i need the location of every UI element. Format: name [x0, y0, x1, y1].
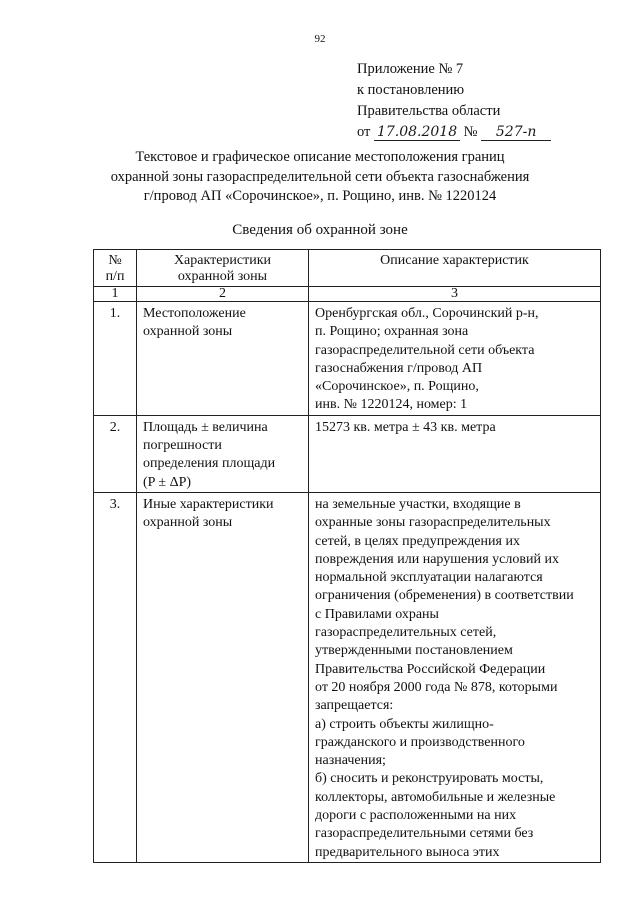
appendix-line-3: Правительства области: [357, 103, 501, 119]
characteristic-cell: [137, 415, 309, 492]
description-line: назначения;: [315, 753, 386, 769]
description-line: газоснабжения г/провод АП: [315, 360, 483, 376]
characteristic-line: погрешности: [143, 438, 222, 454]
description-line: нормальной эксплуатации налагаются: [315, 570, 543, 586]
handwritten-date: 17.08.2018: [374, 124, 460, 141]
description-line: охранные зоны газораспределительных: [315, 515, 551, 531]
handwritten-number: 527-п: [481, 124, 551, 141]
header-number-line-1: №: [108, 253, 122, 268]
number-prefix: №: [463, 124, 478, 140]
description-line: п. Рощино; охранная зона: [315, 324, 469, 340]
description-line: дороги с расположенными на них: [315, 808, 517, 824]
page-number: 92: [314, 33, 326, 45]
description-line: предварительного выноса этих: [315, 844, 500, 860]
characteristic-cell: [137, 492, 309, 862]
description-line: газораспределительных сетей,: [315, 625, 497, 641]
header-cell-number: [94, 250, 137, 287]
description-cell: [309, 302, 601, 416]
description-line: коллекторы, автомобильные и железные: [315, 789, 556, 805]
row-number-cell: 1.: [94, 302, 137, 416]
description-line: от 20 ноября 2000 года № 878, которыми: [315, 679, 558, 695]
characteristic-line: определения площади: [143, 456, 276, 472]
header-description-line-1: Описание характеристик: [380, 253, 529, 268]
description-line: запрещается:: [315, 698, 394, 714]
characteristic-line: Местоположение: [143, 306, 246, 321]
description-line: гражданского и производственного: [315, 734, 525, 750]
row-number-cell: 3.: [94, 492, 137, 862]
description-line: б) сносить и реконструировать мосты,: [315, 771, 544, 787]
characteristic-line: Площадь ± величина: [143, 419, 268, 435]
description-line: «Сорочинское», п. Рощино,: [315, 379, 479, 395]
appendix-block: [357, 59, 551, 143]
characteristic-line: (P ± ΔP): [143, 474, 192, 490]
appendix-line-1: Приложение № 7: [357, 61, 464, 77]
title-line-2: охранной зоны газораспределительной сети объекта газоснабжения: [110, 168, 530, 185]
row-number-cell: 2.: [94, 415, 137, 492]
description-line: инв. № 1220124, номер: 1: [315, 397, 468, 413]
description-line: ограничения (обременения) в соответствии: [315, 588, 574, 604]
description-line: газораспределительной сети объекта: [315, 342, 535, 358]
header-characteristic-line-2: охранной зоны: [177, 269, 268, 284]
appendix-date-line: [357, 122, 551, 143]
column-number-cell: 3: [309, 287, 601, 302]
characteristic-line: охранной зоны: [143, 515, 233, 531]
column-number-cell: 2: [137, 287, 309, 302]
title-line-1: Текстовое и графическое описание местоположения границ: [135, 149, 505, 165]
description-line: утвержденными постановлением: [315, 643, 513, 659]
table-row: [94, 492, 601, 862]
date-prefix: от: [357, 124, 371, 140]
description-line: газораспределительными сетями без: [315, 826, 534, 842]
description-line: сетей, в целях предупреждения их: [315, 533, 520, 549]
section-title: Сведения об охранной зоне: [232, 222, 408, 238]
column-number-row: [94, 287, 601, 302]
header-characteristic-line-1: Характеристики: [173, 253, 272, 268]
characteristic-cell: [137, 302, 309, 416]
table-header-row: [94, 250, 601, 287]
title-line-3: г/провод АП «Сорочинское», п. Рощино, инв. № 1220124: [143, 188, 497, 204]
description-cell: [309, 415, 601, 492]
appendix-line-2: к постановлению: [357, 82, 465, 98]
description-line: Правительства Российской Федерации: [315, 661, 546, 677]
header-cell-description: [309, 250, 601, 287]
description-cell: [309, 492, 601, 862]
description-line: повреждения или нарушения условий их: [315, 551, 559, 567]
description-line: Оренбургская обл., Сорочинский р-н,: [315, 306, 539, 321]
table-row: [94, 415, 601, 492]
characteristic-line: Иные характеристики: [143, 496, 274, 512]
header-number-line-2: п/п: [105, 269, 125, 284]
header-cell-characteristic: [137, 250, 309, 287]
description-line: а) строить объекты жилищно-: [315, 716, 494, 732]
description-line: на земельные участки, входящие в: [315, 496, 521, 512]
description-line: 15273 кв. метра ± 43 кв. метра: [315, 419, 496, 435]
description-line: с Правилами охраны: [315, 606, 439, 622]
column-number-cell: 1: [94, 287, 137, 302]
characteristic-line: охранной зоны: [143, 324, 233, 340]
document-title: [40, 148, 600, 207]
protected-zone-table: [93, 249, 601, 863]
table-row: [94, 302, 601, 416]
